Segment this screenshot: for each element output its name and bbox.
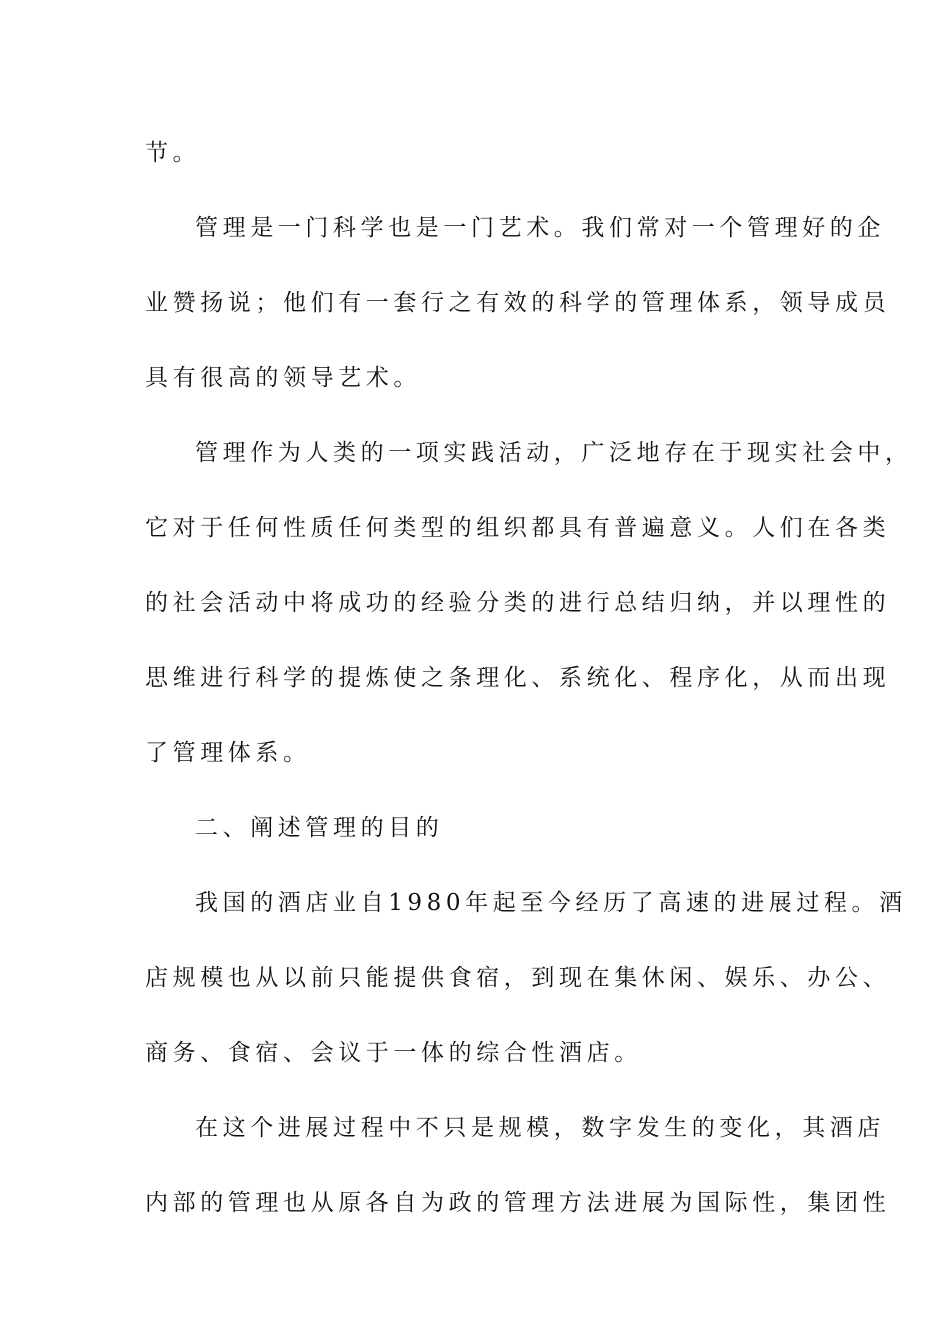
- paragraph-3-line-2: 店规模也从以前只能提供食宿，到现在集休闲、娱乐、办公、: [145, 965, 891, 991]
- paragraph-1-line-3: 具有很高的领导艺术。: [145, 365, 421, 391]
- paragraph-1-line-2: 业赞扬说；他们有一套行之有效的科学的管理体系，领导成员: [145, 290, 891, 316]
- text-line-1: 节。: [145, 140, 201, 166]
- paragraph-2-line-1: 管理作为人类的一项实践活动，广泛地存在于现实社会中，: [195, 440, 913, 466]
- paragraph-4-line-1: 在这个进展过程中不只是规模，数字发生的变化，其酒店: [195, 1115, 885, 1141]
- section-heading: 二、阐述管理的目的: [195, 815, 444, 841]
- paragraph-3-line-1: 我国的酒店业自1980年起至今经历了高速的进展过程。酒: [195, 890, 907, 916]
- paragraph-2-line-5: 了管理体系。: [145, 740, 311, 766]
- paragraph-2-line-2: 它对于任何性质任何类型的组织都具有普遍意义。人们在各类: [145, 515, 891, 541]
- paragraph-2-line-4: 思维进行科学的提炼使之条理化、系统化、程序化，从而出现: [145, 665, 891, 691]
- paragraph-3-line-3: 商务、食宿、会议于一体的综合性酒店。: [145, 1040, 642, 1066]
- paragraph-1-line-1: 管理是一门科学也是一门艺术。我们常对一个管理好的企: [195, 215, 885, 241]
- paragraph-4-line-2: 内部的管理也从原各自为政的管理方法进展为国际性，集团性: [145, 1190, 891, 1216]
- paragraph-2-line-3: 的社会活动中将成功的经验分类的进行总结归纳，并以理性的: [145, 590, 891, 616]
